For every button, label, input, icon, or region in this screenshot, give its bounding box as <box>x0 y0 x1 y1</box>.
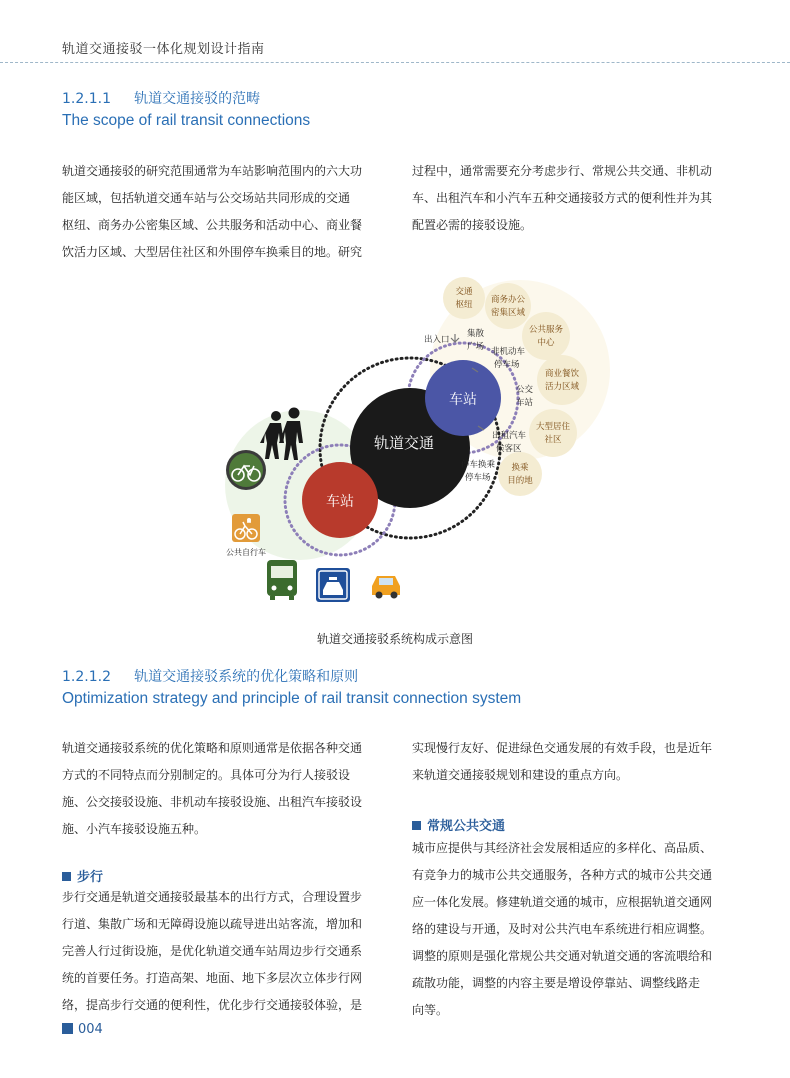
section-1-col2 <box>412 158 734 239</box>
text-line: 络的建设与开通，及时对公共汽电车系统进行相应调整。 <box>412 922 713 936</box>
facility-plaza-label: 广场 <box>467 342 485 352</box>
text-line: 步行交通是轨道交通接驳最基本的出行方式，合理设置步 <box>62 890 363 904</box>
text-line: 实现慢行友好、促进绿色交通发展的有效手段，也是近年 <box>412 741 713 755</box>
section-2-heading <box>62 666 358 686</box>
square-bullet-icon <box>62 1023 73 1034</box>
text-line: 行道、集散广场和无障碍设施以疏导进出站客流，增加和 <box>62 917 363 931</box>
text-line: 疏散功能，调整的内容主要是增设停靠站、调整线路走 <box>412 976 701 990</box>
header-divider <box>0 62 790 64</box>
svg-text:换乘: 换乘 <box>511 463 529 473</box>
section-1-number: 1.2.1.1 <box>62 91 111 107</box>
text-line: 完善人行过街设施，是优化轨道交通车站周边步行交通系 <box>62 944 363 958</box>
section-2-col1-intro <box>62 735 384 843</box>
zone-public-service <box>522 312 570 360</box>
svg-text:公共服务: 公共服务 <box>528 325 564 335</box>
running-title: 轨道交通接驳一体化规划设计指南 <box>62 42 265 57</box>
facility-park-ride-label: 停车场 <box>465 473 491 483</box>
section-1-title-en: The scope of rail transit connections <box>62 112 311 129</box>
walk-body <box>62 884 384 1019</box>
facility-taxi-label: 出租汽车 <box>492 431 527 441</box>
svg-text:目的地: 目的地 <box>507 476 533 486</box>
zone-transfer-destination <box>498 452 542 496</box>
facility-park-ride-label: 停车换乘 <box>461 460 496 470</box>
text-line: 施、小汽车接驳设施五种。 <box>62 822 207 836</box>
text-line: 车、出租汽车和小汽车五种交通接驳方式的便利性并为其 <box>412 191 713 205</box>
bus-subheading <box>412 815 505 834</box>
square-bullet-icon <box>62 872 71 881</box>
facility-taxi-label: 候客区 <box>496 444 522 454</box>
text-line: 饮活力区域、大型居住社区和外围停车换乘目的地。研究 <box>62 245 363 259</box>
rail-connection-diagram <box>0 270 790 620</box>
svg-text:枢纽: 枢纽 <box>455 300 473 310</box>
page-number <box>62 1022 103 1037</box>
figure-caption: 轨道交通接驳系统构成示意图 <box>316 632 473 646</box>
bicycle-icon <box>226 450 266 490</box>
text-line: 轨道交通接驳系统的优化策略和原则通常是依据各种交通 <box>62 741 363 755</box>
text-line: 方式的不同特点而分别制定的。具体可分为行人接驳设 <box>62 768 351 782</box>
section-2-title-cn: 轨道交通接驳系统的优化策略和原则 <box>134 669 359 685</box>
text-line: 轨道交通接驳的研究范围通常为车站影响范围内的六大功 <box>62 164 363 178</box>
square-bullet-icon <box>412 821 421 830</box>
text-line: 施、公交接驳设施、非机动车接驳设施、出租汽车接驳设 <box>62 795 363 809</box>
public-bike-icon <box>232 514 260 542</box>
section-1-title-cn: 轨道交通接驳的范畴 <box>134 91 261 107</box>
svg-text:活力区域: 活力区域 <box>544 382 580 392</box>
section-2-number: 1.2.1.2 <box>62 669 111 685</box>
facility-plaza-label: 集散 <box>467 329 485 339</box>
lower-station-label: 车站 <box>326 494 354 510</box>
bus-title: 常规公共交通 <box>427 819 506 834</box>
section-1-col1 <box>62 158 384 266</box>
upper-station-label: 车站 <box>449 392 477 408</box>
text-line: 有竞争力的城市公共交通服务，各种方式的城市公共交通 <box>412 868 713 882</box>
taxi-sign-icon <box>316 568 350 602</box>
zone-business-office <box>485 283 531 329</box>
text-line: 枢纽、商务办公密集区域、公共服务和活动中心、商业餐 <box>62 218 363 232</box>
public-bike-label: 公共自行车 <box>226 548 266 557</box>
svg-text:中心: 中心 <box>537 338 555 348</box>
svg-text:密集区域: 密集区域 <box>490 308 526 318</box>
text-line: 来轨道交通接驳规划和建设的重点方向。 <box>412 768 629 782</box>
zone-residential <box>529 409 577 457</box>
facility-bike-parking-label: 停车场 <box>494 360 520 370</box>
bus-icon <box>267 560 297 600</box>
text-line: 统的首要任务。打造高架、地面、地下多层次立体步行网 <box>62 971 363 985</box>
text-line: 向等。 <box>412 1003 449 1017</box>
svg-text:社区: 社区 <box>544 435 562 445</box>
section-2-title-en: Optimization strategy and principle of rail transit connection system <box>62 690 522 707</box>
section-2-col2-intro <box>412 735 734 789</box>
text-line: 配置必需的接驳设施。 <box>412 218 533 232</box>
svg-text:商务办公: 商务办公 <box>490 295 526 305</box>
facility-bike-parking-label: 非机动车 <box>491 347 526 357</box>
car-icon <box>372 576 400 599</box>
page-number-value: 004 <box>78 1022 103 1037</box>
text-line: 应一体化发展。修建轨道交通的城市，应根据轨道交通网 <box>412 895 713 909</box>
text-line: 络，提高步行交通的便利性，优化步行交通接驳体验，是 <box>62 998 363 1012</box>
text-line: 能区域，包括轨道交通车站与公交场站共同形成的交通 <box>62 191 351 205</box>
facility-exit-label: 出入口 <box>424 335 450 345</box>
section-1-heading <box>62 88 260 108</box>
walk-title: 步行 <box>77 870 104 885</box>
text-line: 过程中，通常需要充分考虑步行、常规公共交通、非机动 <box>412 164 713 178</box>
bus-body <box>412 835 734 1024</box>
svg-text:交通: 交通 <box>455 287 473 297</box>
zone-transport-hub <box>443 277 485 319</box>
zone-commercial-dining <box>537 355 587 405</box>
facility-bus-station-label: 公交 <box>516 385 534 395</box>
svg-text:大型居住: 大型居住 <box>535 422 571 432</box>
facility-bus-station-label: 车站 <box>516 398 534 408</box>
text-line: 城市应提供与其经济社会发展相适应的多样化、高品质、 <box>412 841 713 855</box>
walk-subheading <box>62 866 103 885</box>
text-line: 调整的原则是强化常规公共交通对轨道交通的客流喂给和 <box>412 949 713 963</box>
svg-text:商业餐饮: 商业餐饮 <box>544 369 580 379</box>
rail-transit-label: 轨道交通 <box>373 434 435 452</box>
